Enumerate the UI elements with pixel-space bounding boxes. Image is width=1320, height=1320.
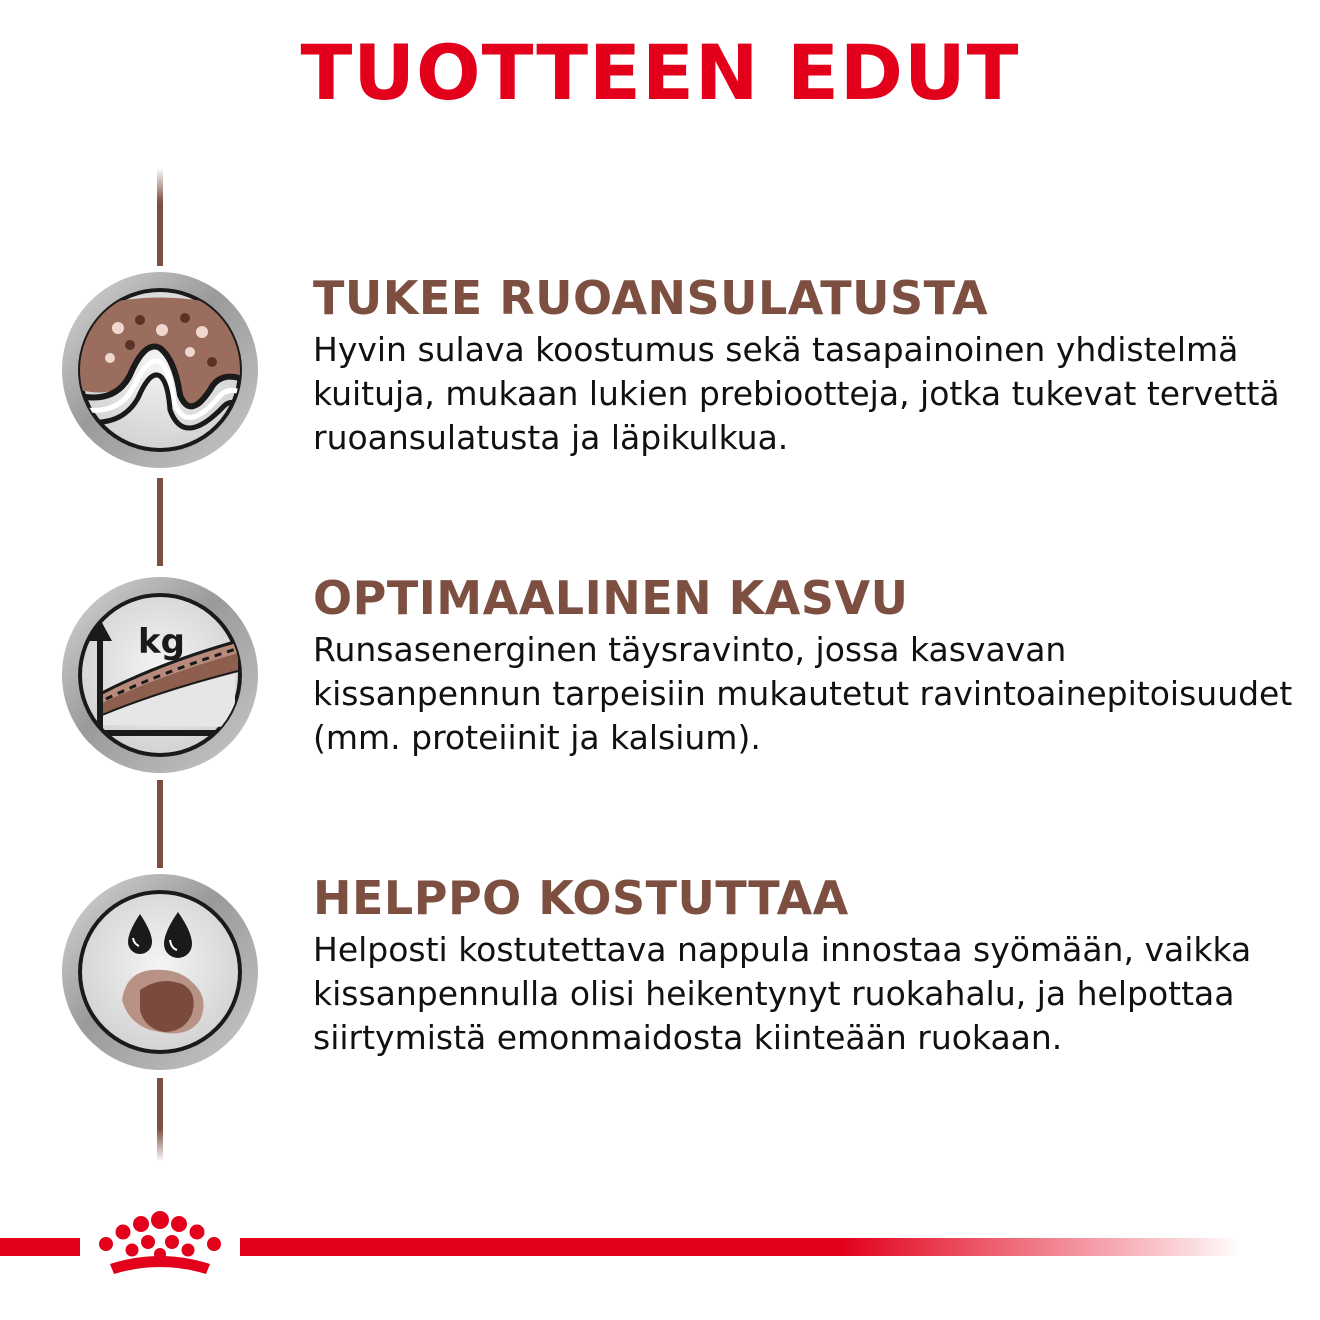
- timeline-connector: [157, 168, 163, 266]
- timeline-connector: [157, 478, 163, 566]
- footer-line: [240, 1238, 1240, 1256]
- royal-canin-crown-logo: [92, 1208, 228, 1284]
- rehydration-icon: [60, 872, 260, 1072]
- kg-label: kg: [138, 622, 185, 662]
- timeline-connector: [157, 1078, 163, 1162]
- benefit-description: Helposti kostutettava nappula innostaa syömään, vaikka kissanpennulla olisi heikentynyt ruokahalu, ja helpottaa siirtymistä emonmaidosta kiinteään ruokaan.: [313, 930, 1252, 1057]
- timeline-connector: [157, 780, 163, 868]
- benefit-description: Hyvin sulava koostumus sekä tasapainoinen yhdistelmä kuituja, mukaan lukien prebiootteja, jotka tukevat tervettä ruoansulatusta ja läpikulkua.: [313, 330, 1280, 457]
- benefit-description: Runsasenerginen täysravinto, jossa kasvavan kissanpennun tarpeisiin mukautetut ravintoainepitoisuudet (mm. proteiinit ja kalsium).: [313, 630, 1293, 757]
- benefit-digestion: [313, 272, 1303, 460]
- digestion-icon: [60, 270, 260, 470]
- benefit-heading: OPTIMAALINEN KASVU: [313, 571, 909, 625]
- benefit-rehydration: [313, 872, 1303, 1060]
- benefit-growth: [313, 572, 1303, 760]
- page-title: TUOTTEEN EDUT: [300, 28, 1020, 117]
- footer-line: [0, 1238, 80, 1256]
- benefit-heading: HELPPO KOSTUTTAA: [313, 871, 849, 925]
- benefit-heading: TUKEE RUOANSULATUSTA: [313, 271, 989, 325]
- growth-kg-icon: [60, 575, 260, 775]
